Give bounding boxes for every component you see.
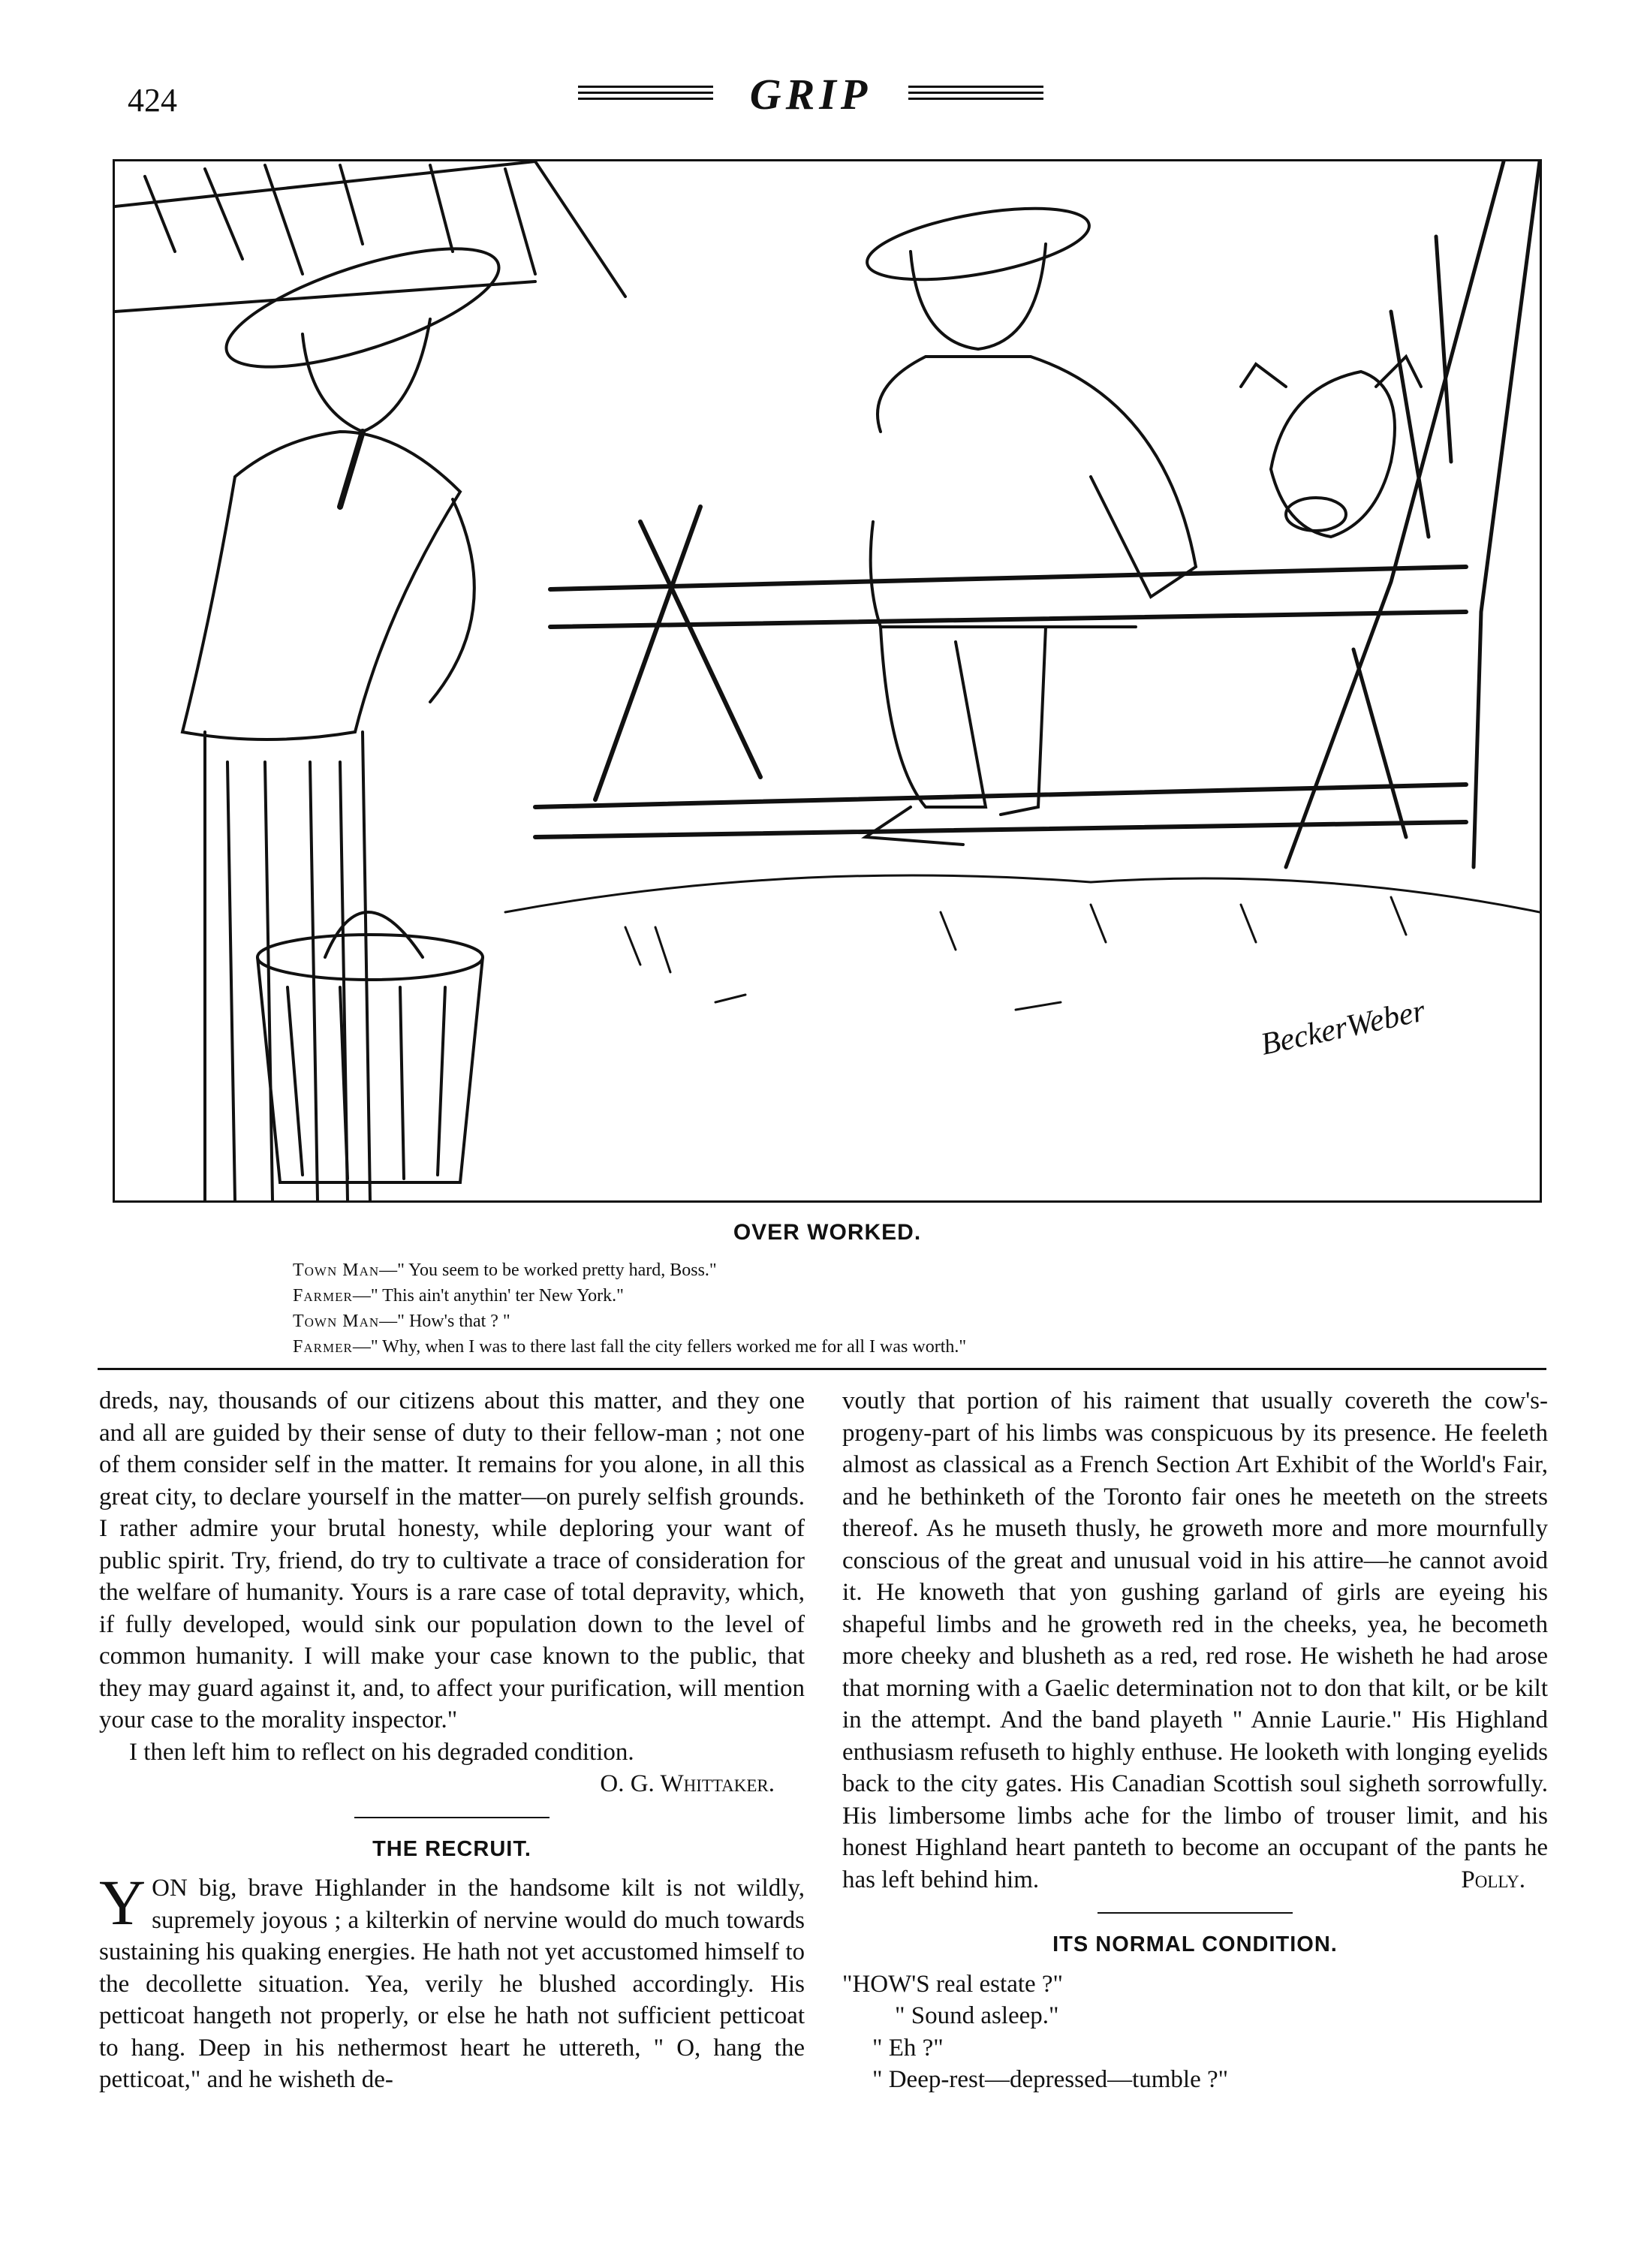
article-author: O. G. Whittaker. xyxy=(600,1770,775,1797)
normal-condition-title: ITS NORMAL CONDITION. xyxy=(1052,1932,1338,1956)
cartoon-illustration xyxy=(113,159,1542,1203)
dialogue-line: Farmer—" This ain't anythin' ter New York." xyxy=(293,1286,624,1306)
drop-cap: Y xyxy=(99,1866,146,1938)
recruit-author: Polly. xyxy=(1461,1866,1525,1893)
farmer-figure xyxy=(182,224,511,1200)
masthead-rule-left xyxy=(578,86,713,105)
page-number: 424 xyxy=(128,82,177,119)
recruit-title: THE RECRUIT. xyxy=(372,1836,531,1861)
joke-line: " Sound asleep." xyxy=(895,2002,1059,2029)
masthead xyxy=(571,69,1051,122)
recruit-text: YON big, brave Highlander in the handsome kilt is not wildly, supremely joyous ; a kilterkin of nervine would do much towards sustaining his quaking energies. He hath not yet accustomed himself to the decollette situation. Yea, verily he blushed accordingly. His petticoat hangeth not properly, or else he hath not sufficient petticoat to hang. Deep in his nethermost heart he uttereth, " O, hang the petticoat," and he wisheth de- xyxy=(99,1866,805,2093)
right-column xyxy=(842,1385,1548,2096)
dialogue-line: Town Man—" You seem to be worked pretty hard, Boss." xyxy=(293,1261,717,1280)
dialogue-line: Town Man—" How's that ? " xyxy=(293,1312,510,1331)
dialogue-line: Farmer—" Why, when I was to there last fall the city fellers worked me for all I was worth." xyxy=(293,1337,967,1357)
joke-line: "HOW'S real estate ?" xyxy=(842,1970,1064,1998)
joke-line: " Deep-rest—depressed—tumble ?" xyxy=(872,2066,1229,2093)
recruit-text-continued: voutly that portion of his raiment that usually covereth the cow's-progeny-part of his limbs was conspicuous by its presence. He feeleth almost as classical as a French Section Art Exhibit of the World's Fair, and he bethinketh of the Toronto fair ones he meeteth on the streets thereof. As he museth thusly, he groweth more and more mournfully conscious of the great and unusual void in his attire—he cannot avoid it. He knoweth that yon gushing garland of girls are eyeing his shapeful limbs and he groweth red in the cheeks, yea, he becometh more cheeky and blusheth as a red, red rose. He wisheth he had arose that morning with a Gaelic determination not to don that kilt, or be kilt in the attempt. And the band playeth " Annie Laurie." His Highland enthusiasm refuseth to highly enthuse. He looketh with longing eyelids back to the city gates. His Canadian Scottish soul sigheth sorrowfully. His limbersome limbs ache for the limbo of trouser limit, and his honest Highland heart panteth to become an occupant of the pants he has left behind him. Polly. xyxy=(842,1385,1548,1896)
cartoon-drawing xyxy=(115,161,1540,1200)
short-rule xyxy=(1097,1912,1293,1914)
magazine-title: GRIP xyxy=(749,70,872,119)
masthead-rule-right xyxy=(908,86,1043,105)
left-column xyxy=(99,1385,805,2096)
fence xyxy=(535,507,1466,837)
section-divider xyxy=(98,1368,1546,1370)
ground-grass xyxy=(505,875,1540,1010)
barn-roof xyxy=(115,161,625,312)
cow-head xyxy=(1241,357,1421,537)
artist-signature: BeckerWeber xyxy=(1257,993,1429,1062)
joke-line: " Eh ?" xyxy=(872,2034,944,2062)
article-closing-line: I then left him to reflect on his degraded condition. xyxy=(129,1738,634,1766)
cartoon-caption xyxy=(113,1220,1542,1360)
continued-article-text: dreds, nay, thousands of our citizens about this matter, and they one and all are guided by their sense of duty to their fellow-man ; not one of them consider self in the matter. It remains for you alone, in all this great city, to declare yourself in the matter—on purely selfish grounds. I rather admire your brutal honesty, while deploring your want of public spirit. Try, friend, do try to cultivate a trace of consideration for the welfare of humanity. Yours is a rare case of total depravity, which, if fully developed, would sink our population down to the level of common humanity. I will make your case known to the public, that they may guard against it, and, to affect your purification, will mention your case to the morality inspector." xyxy=(99,1387,805,1733)
town-man-figure xyxy=(862,195,1196,845)
tree xyxy=(1286,161,1540,867)
cartoon-dialogue xyxy=(293,1257,1542,1360)
cartoon-title: OVER WORKED. xyxy=(733,1220,922,1245)
short-rule xyxy=(354,1817,550,1818)
